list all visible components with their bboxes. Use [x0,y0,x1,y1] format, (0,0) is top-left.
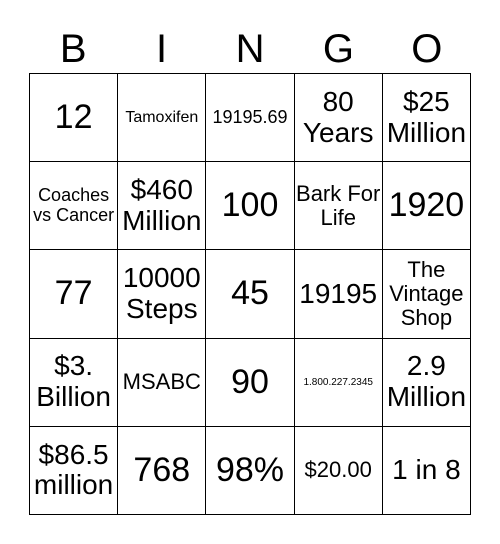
bingo-cell[interactable]: $460 Million [118,162,206,250]
bingo-cell[interactable]: $20.00 [295,427,383,515]
bingo-header [29,26,471,72]
bingo-cell[interactable]: $86.5 million [30,427,118,515]
bingo-cell[interactable]: 45 [206,250,294,338]
header-letter-b: B [59,27,87,71]
header-letter-n: N [235,27,265,71]
header-letter-g: G [322,27,354,71]
bingo-cell[interactable]: $3. Billion [30,339,118,427]
bingo-cell[interactable]: 10000 Steps [118,250,206,338]
bingo-cell[interactable]: 768 [118,427,206,515]
bingo-cell[interactable]: Bark For Life [295,162,383,250]
bingo-cell[interactable]: Coaches vs Cancer [30,162,118,250]
bingo-cell[interactable]: 77 [30,250,118,338]
bingo-cell[interactable]: MSABC [118,339,206,427]
bingo-cell[interactable]: $25 Million [383,74,471,162]
bingo-cell[interactable]: 1.800.227.2345 [295,339,383,427]
bingo-cell[interactable]: 80 Years [295,74,383,162]
bingo-cell[interactable]: The Vintage Shop [383,250,471,338]
bingo-cell[interactable]: Tamoxifen [118,74,206,162]
bingo-cell[interactable]: 12 [30,74,118,162]
bingo-cell[interactable]: 1920 [383,162,471,250]
bingo-cell[interactable]: 19195 [295,250,383,338]
header-letter-i: I [156,27,168,71]
header-letter-o: O [411,27,443,71]
bingo-cell[interactable]: 98% [206,427,294,515]
bingo-cell[interactable]: 19195.69 [206,74,294,162]
bingo-cell[interactable]: 90 [206,339,294,427]
bingo-cell[interactable]: 100 [206,162,294,250]
bingo-grid [29,73,471,515]
bingo-cell[interactable]: 2.9 Million [383,339,471,427]
bingo-cell[interactable]: 1 in 8 [383,427,471,515]
